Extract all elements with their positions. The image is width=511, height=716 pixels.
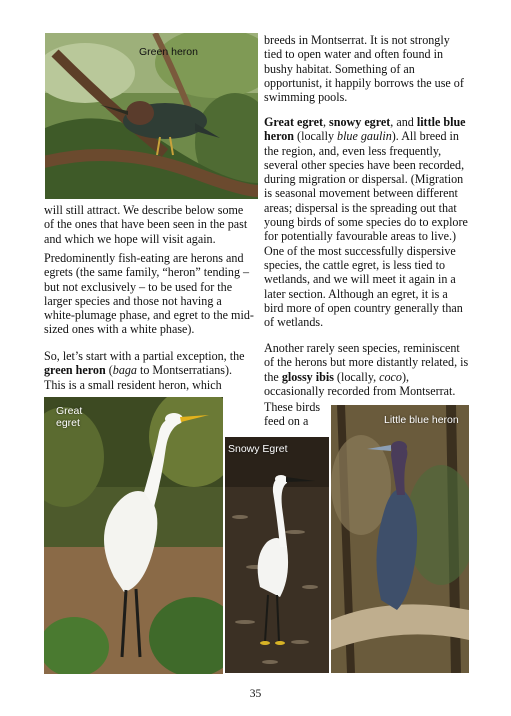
left-paragraph-2: Predominently fish-eating are herons and egrets (the same family, “heron” tending – but not exclusively – to be used for the larger species and those not having a white-plumage phase, and egret to the mid-sized ones with a white phase). bbox=[44, 251, 254, 337]
green-heron-caption: Green heron bbox=[139, 46, 198, 58]
great-egret-photo bbox=[44, 397, 223, 674]
snowy-egret-photo bbox=[225, 437, 329, 673]
page-number: 35 bbox=[249, 688, 262, 700]
right-paragraph-4: These birds feed on a bbox=[264, 400, 321, 429]
left-paragraph-3: So, let’s start with a partial exception, the green heron (baga to Montserratians). This is a small resident heron, which bbox=[44, 349, 245, 392]
left-paragraph-1: will still attract. We describe below some of the ones that have been seen in the past and which we hope will visit again. bbox=[44, 203, 248, 246]
snowy-egret-caption: Snowy Egret bbox=[228, 443, 288, 455]
right-paragraph-3: Another rarely seen species, reminiscent of the herons but more distantly related, is the glossy ibis (locally, coco), occasionally recorded from Montserrat. bbox=[264, 341, 469, 398]
right-paragraph-2: Great egret, snowy egret, and little blue heron (locally blue gaulin). All breed in the region, and, even less frequently, several other species have been recorded, during migration or dispersal. (Migration is seasonal movement between different areas; dispersal is the spreading out that young birds of some species do to explore for potentially favourable areas to live.) One of the most successfully dispersive species, the cattle egret, is less tied to wetlands, and we will meet it again in a later section. Although an egret, it is a bird more of open country generally than of wetlands. bbox=[264, 115, 468, 330]
right-paragraph-1: breeds in Montserrat. It is not strongly tied to open water and often found in bushy habitat. Something of an opportunist, it happily borrows the use of swimming pools. bbox=[264, 33, 464, 105]
little-blue-heron-caption: Little blue heron bbox=[384, 414, 459, 426]
little-blue-heron-photo bbox=[331, 405, 469, 673]
great-egret-caption: Great egret bbox=[56, 405, 83, 429]
